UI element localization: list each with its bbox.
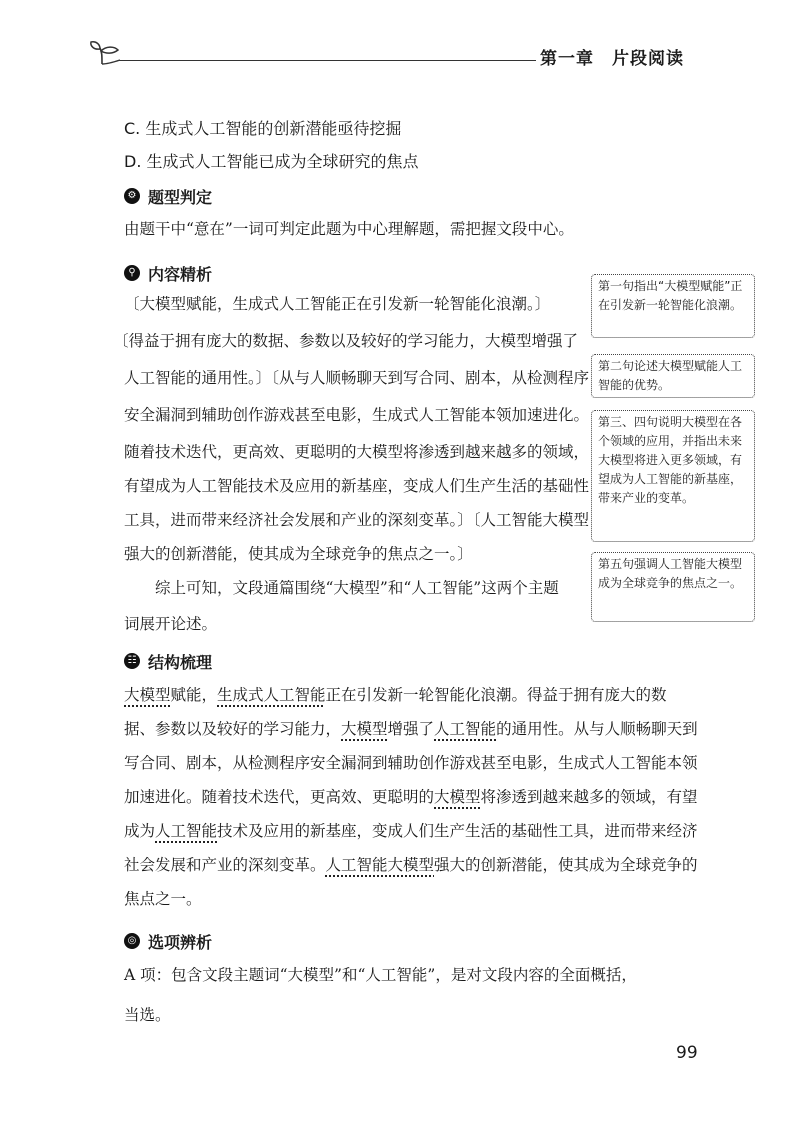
type-judgment-text: 由题干中“意在”一词可判定此题为中心理解题，需把握文段中心。 [124,220,574,238]
passage-line: 安全漏洞到辅助创作游戏甚至电影，生成式人工智能本领加速进化。 [124,406,590,424]
passage-line: 〔大模型赋能，生成式人工智能正在引发新一轮智能化浪潮。〕 [124,295,551,313]
key-term: 大模型 [124,686,171,704]
passage-line: 人工智能的通用性。〕〔从与人顺畅聊天到写合同、剧本，从检测程序 [124,369,590,387]
option-d: D. 生成式人工智能已成为全球研究的焦点 [124,152,419,171]
key-term: 大模型 [434,788,481,806]
chapter-number: 第一章 [540,49,594,69]
section-title: 结构梳理 [148,652,213,672]
header-rule [118,60,536,61]
passage-line: 工具，进而带来经济社会发展和产业的深刻变革。〕〔人工智能大模型 [124,511,590,529]
sprout-icon [88,40,122,66]
key-term: 人工智能大模型 [325,856,435,874]
structure-line: 加速进化。随着技术迭代，更高效、更聪明的大模型将渗透到越来越多的领域，有望 [124,788,698,806]
passage-line: 随着技术迭代，更高效、更聪明的大模型将渗透到越来越多的领域， [124,443,590,461]
structure-line: 成为人工智能技术及应用的新基座，变成人们生产生活的基础性工具，进而带来经济 [124,822,698,840]
chapter-header [540,44,684,69]
option-c: C. 生成式人工智能的创新潜能亟待挖掘 [124,119,402,138]
passage-line: 有望成为人工智能技术及应用的新基座，变成人们生产生活的基础性 [124,477,590,495]
page-number: 99 [676,1043,698,1063]
section-structure [124,650,212,672]
section-content-analysis [124,262,212,284]
gear-icon: ⚙ [124,188,140,204]
option-analysis-line: 当选。 [124,1006,171,1024]
magnifier-icon: ⚲ [124,265,140,281]
summary-line: 综上可知，文段通篇围绕“大模型”和“人工智能”这两个主题 [155,579,559,597]
summary-line: 词展开论述。 [124,615,218,633]
margin-note: 第五句强调人工智能大模型成为全球竞争的焦点之一。 [591,552,755,622]
section-title: 内容精析 [148,264,213,284]
key-term: 人工智能 [155,822,218,840]
passage-line: 强大的创新潜能，使其成为全球竞争的焦点之一。〕 [124,545,473,563]
key-term: 人工智能 [434,720,497,738]
key-term: 生成式人工智能 [217,686,326,704]
structure-icon: ☷ [124,653,140,669]
section-option-analysis [124,930,212,952]
margin-note: 第一句指出“大模型赋能”正在引发新一轮智能化浪潮。 [591,274,755,338]
option-analysis-line: A 项：包含文段主题词“大模型”和“人工智能”，是对文段内容的全面概括， [124,966,637,984]
structure-line: 写合同、剧本，从检测程序安全漏洞到辅助创作游戏甚至电影，生成式人工智能本领 [124,754,698,772]
chapter-title: 片段阅读 [612,49,684,69]
passage-line: 〔得益于拥有庞大的数据、参数以及较好的学习能力，大模型增强了 [113,332,579,350]
margin-note: 第三、四句说明大模型在各个领域的应用，并指出未来大模型将进入更多领域，有望成为人工智能的新基座，带来产业的变革。 [591,410,755,542]
structure-line: 焦点之一。 [124,890,202,908]
key-term: 大模型 [341,720,388,738]
structure-line: 社会发展和产业的深刻变革。人工智能大模型强大的创新潜能，使其成为全球竞争的 [124,856,698,874]
section-title: 选项辨析 [148,932,213,952]
options-icon: ◎ [124,933,140,949]
section-title: 题型判定 [148,187,213,207]
section-type-judgment [124,185,212,207]
structure-line: 大模型赋能，生成式人工智能正在引发新一轮智能化浪潮。得益于拥有庞大的数 [124,686,667,704]
structure-line: 据、参数以及较好的学习能力，大模型增强了人工智能的通用性。从与人顺畅聊天到 [124,720,698,738]
margin-note: 第二句论述大模型赋能人工智能的优势。 [591,354,755,398]
